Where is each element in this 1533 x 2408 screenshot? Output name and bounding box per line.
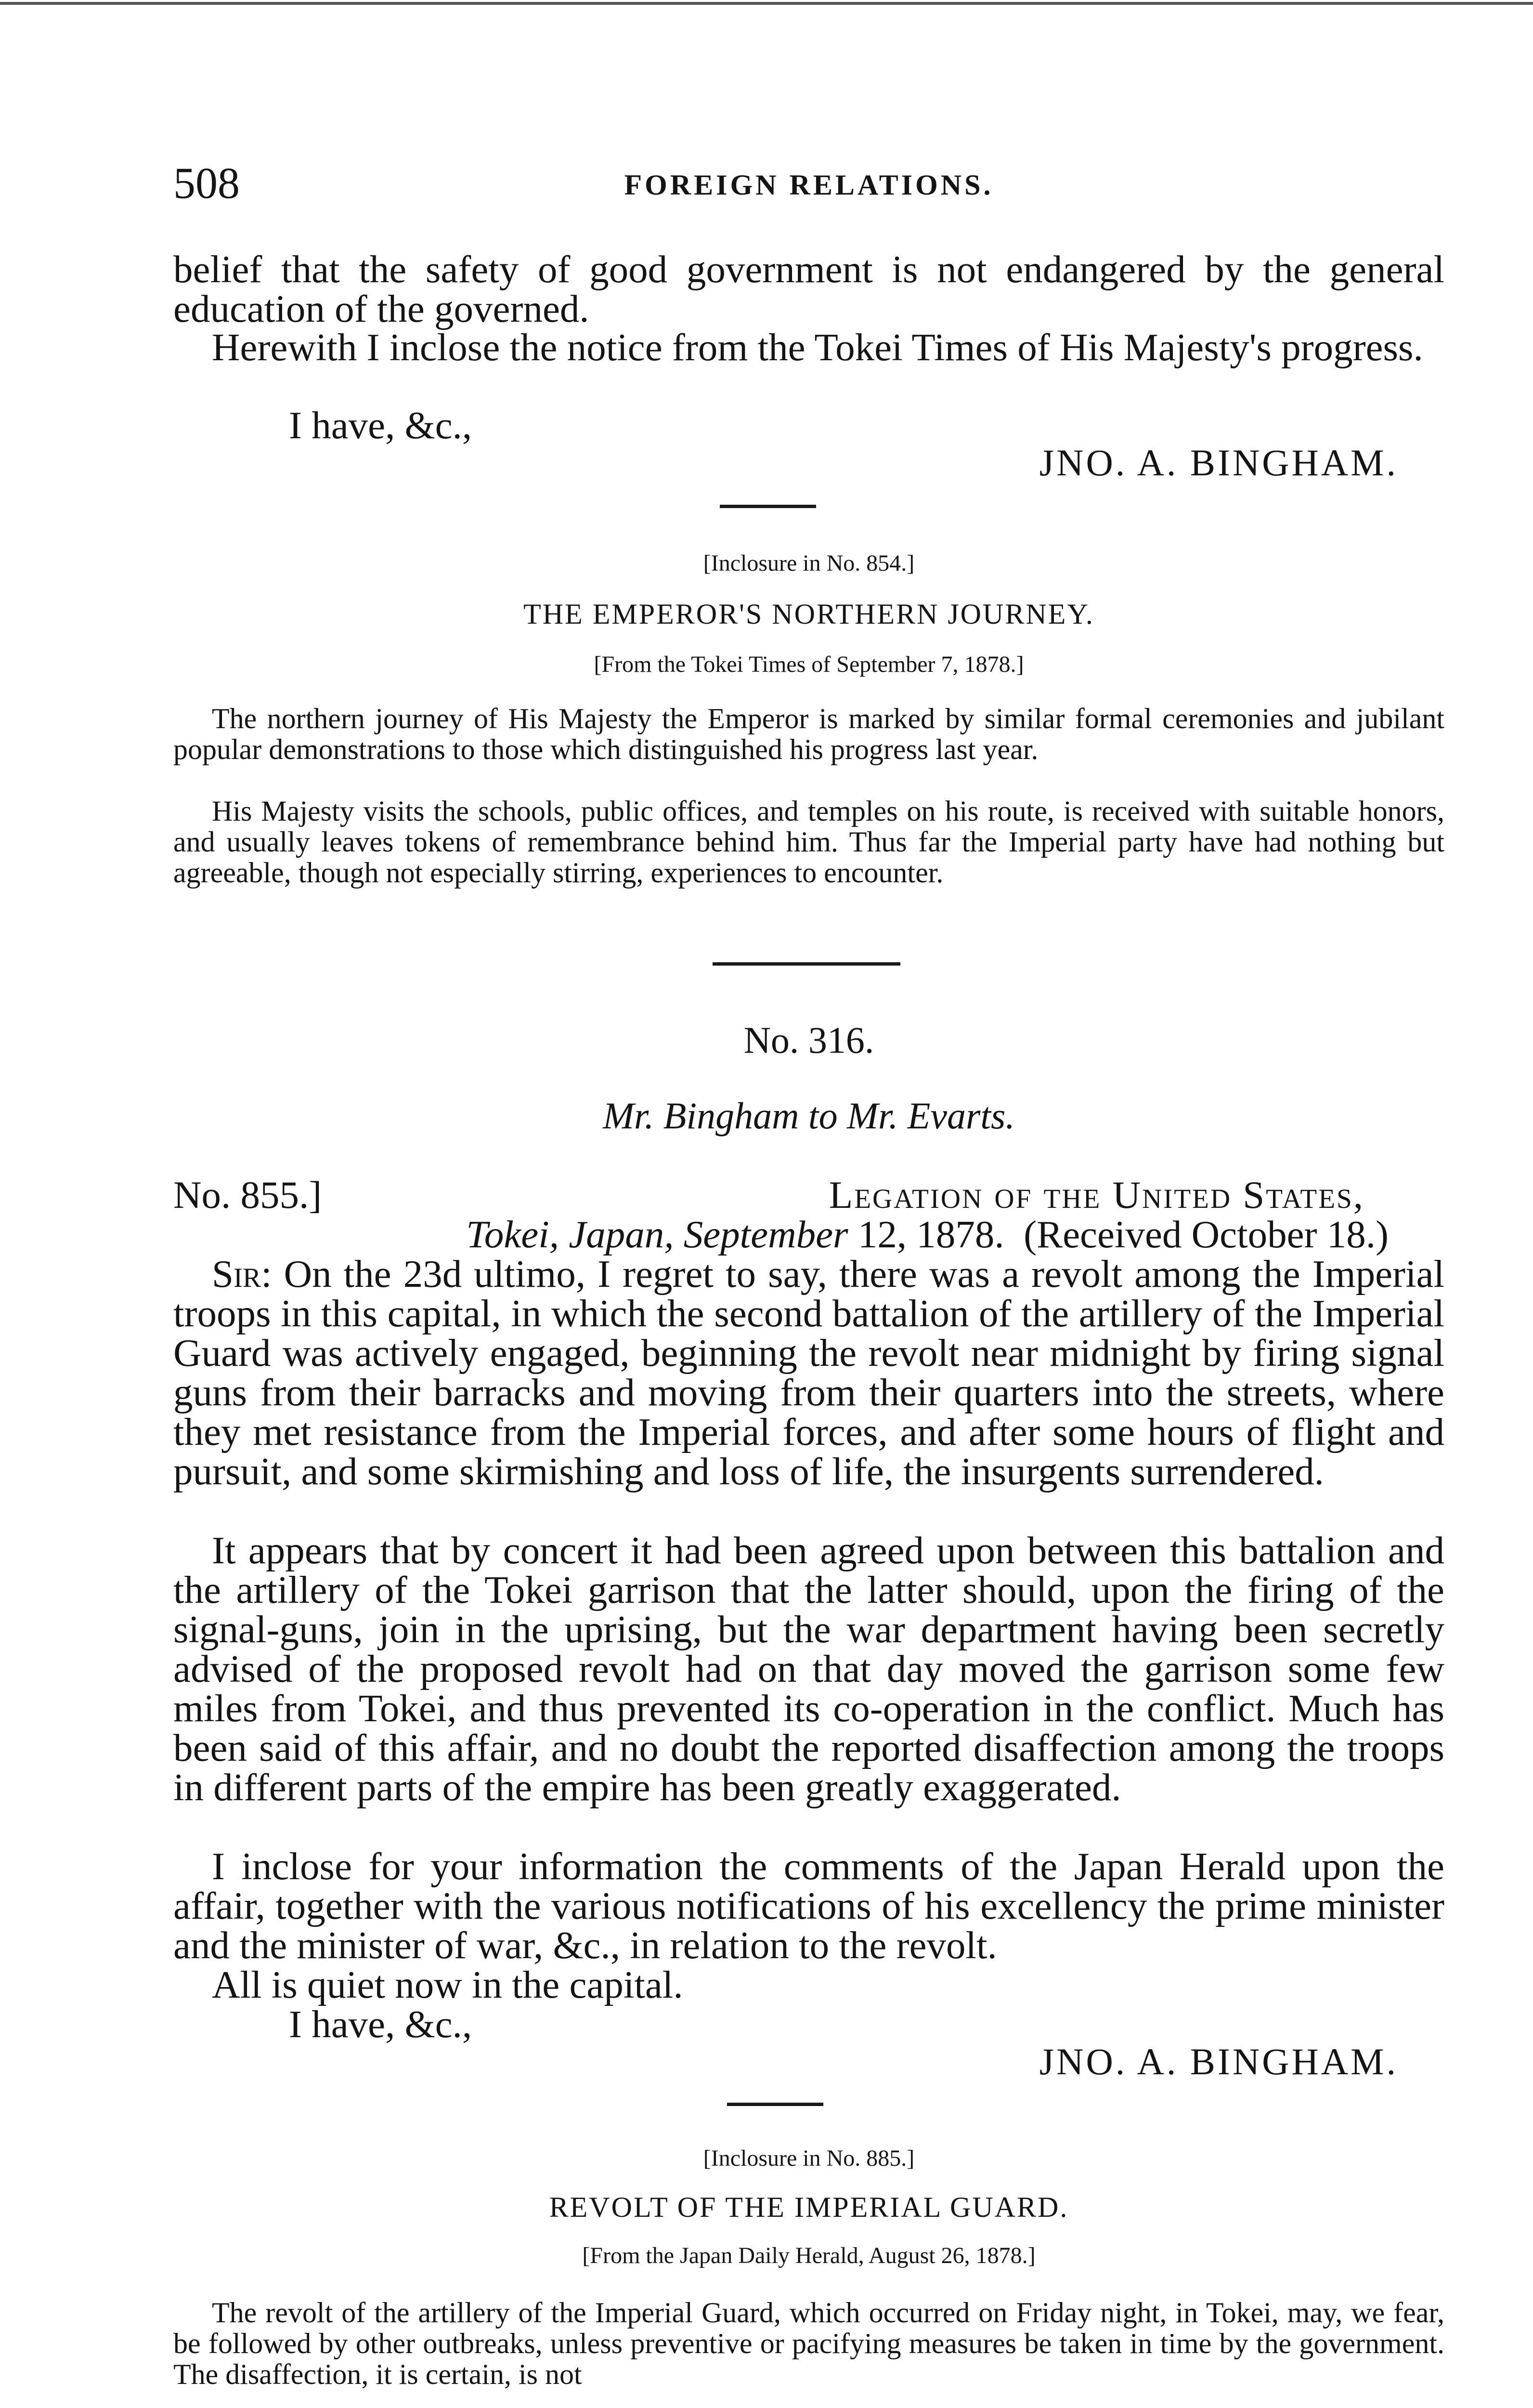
dateline-received: (Received October 18.) [1024,1213,1389,1256]
document-number: No. 316. [743,1019,874,1061]
document-paragraph-3: I inclose for your information the comments of the Japan Herald upon the affair, together with the various notifications of his excellency the prime minister and the minister of war, &c., in relation to the revolt. [173,1845,1444,1967]
inclosure-one-note: [Inclosure in No. 854.] [703,550,915,576]
correspondents-heading: Mr. Bingham to Mr. Evarts. [603,1095,1015,1137]
document-paragraph-1-text: : On the 23d ultimo, I regret to say, there was a revolt among the Imperial troops in this capital, in which the second battalion of the artillery of the Imperial Guard was actively engaged, beginning the revolt near midnight by firing signal guns from their barracks and moving from their quarters into the streets, where they met resistance from the Imperial forces, and after some hours of flight and pursuit, and some skirmishing and loss of life, the insurgents surrendered. [173,1252,1444,1493]
document-closing: I have, &c., [289,2002,472,2046]
despatch-number: No. 855.] [173,1173,322,1217]
top-edge-rule [0,2,1533,5]
page-header [173,159,1444,217]
letter-one-paragraph-1: belief that the safety of good government is not endangered by the general education of the governed. [173,248,1444,330]
inclosure-one-title: THE EMPEROR'S NORTHERN JOURNEY. [523,598,1094,630]
section-divider-long [713,962,900,966]
dateline [466,1215,1389,1254]
inclosure-two-note: [Inclosure in No. 885.] [703,2146,915,2171]
letter-one-paragraph-2: Herewith I inclose the notice from the Tokei Times of His Majesty's progress. [212,326,1423,369]
page-number: 508 [173,158,240,208]
inclosure-one-paragraph-1: The northern journey of His Majesty the Emperor is marked by similar formal ceremonies and jubilant popular demonstrations to those which distinguished his progress last year. [173,703,1444,765]
document-paragraph-1 [173,1254,1444,1491]
document-signature: JNO. A. BINGHAM. [1039,2041,1398,2082]
dateline-place-date: Tokei, Japan, September [466,1213,848,1256]
section-divider-short-2 [727,2103,823,2106]
letter-one-signature: JNO. A. BINGHAM. [1039,442,1398,484]
salutation: Sir [212,1252,261,1296]
document-paragraph-2: It appears that by concert it had been agreed upon between this battalion and the artillery of the Tokei garrison that the latter should, upon the firing of the signal-guns, join in the uprising, but the war department having been secretly advised of the proposed revolt had on that day moved the garrison some few miles from Tokei, and thus prevented its co-operation in the conflict. Much has been said of this affair, and no doubt the reported disaffection among the troops in different parts of the empire has been greatly exaggerated. [173,1529,1444,1809]
inclosure-one-paragraph-2: His Majesty visits the schools, public offices, and temples on his route, is received with suitable honors, and usually leaves tokens of remembrance behind him. Thus far the Imperial party have had nothing but agreeable, though not especially stirring, experiences to encounter. [173,795,1444,889]
inclosure-two-source: [From the Japan Daily Herald, August 26, 1878.] [582,2243,1036,2268]
inclosure-two-title: REVOLT OF THE IMPERIAL GUARD. [549,2191,1069,2223]
running-head: FOREIGN RELATIONS. [624,169,994,201]
legation-heading: Legation of the United States, [829,1173,1364,1217]
inclosure-one-source: [From the Tokei Times of September 7, 1878.] [594,652,1024,677]
inclosure-two-paragraph-1: The revolt of the artillery of the Imperial Guard, which occurred on Friday night, in Tokei, may, we fear, be followed by other outbreaks, unless preventive or pacifying measures be taken in time by the government. The disaffection, it is certain, is not [173,2297,1444,2390]
letter-one-closing: I have, &c., [289,404,472,447]
dateline-date-tail: 12, 1878. [848,1213,1004,1256]
document-paragraph-4: All is quiet now in the capital. [212,1963,683,2006]
section-divider-short [720,505,816,508]
